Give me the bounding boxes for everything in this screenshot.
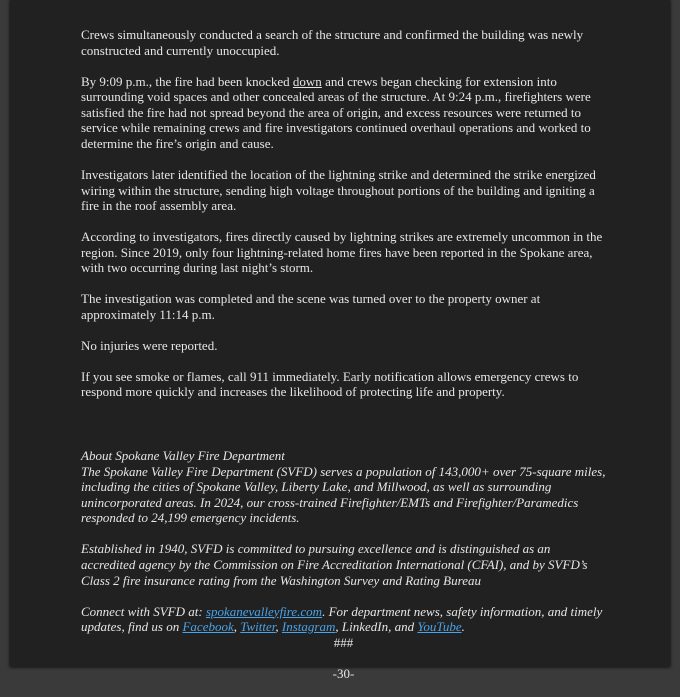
about-body: The Spokane Valley Fire Department (SVFD) serves a population of 143,000+ over 75-square miles, including the cities of Spokane Valley, Liberty Lake, and Millwood, as well as surrounding unincorporated areas. In 2024, our cross-trained Firefighter/EMTs and Firefighter/Paramedics responded to 24,199 emergency incidents. [81,463,606,526]
paragraph-knockdown-start: By 9:09 p.m., the fire had been knocked [81,73,293,89]
about-section [81,448,606,635]
about-paragraph [81,448,606,526]
paragraph-safety-advice: If you see smoke or flames, call 911 immediately. Early notification allows emergency crews to respond more quickly and increases the likelihood of protecting life and property. [81,368,579,400]
document-page [10,0,670,681]
end-page-marker: -30- [332,665,355,681]
paragraph-knockdown [81,74,606,152]
underlined-word-down: down [292,73,322,89]
paragraph-knockdown-rest: and crews began checking for extension into surrounding void spaces and other concealed areas of the structure. At 9:24 p.m., firefighters were satisfied the fire had not spread beyond the area of origin, and excess resources were returned to service while remaining crews and fire investigators continued overhaul operations and worked to determine the fire’s origin and cause. [81,73,591,151]
connect-sep-1: , [233,619,241,635]
paragraph-scene-turnover: The investigation was completed and the scene was turned over to the property owner at approximately 11:14 p.m. [81,291,541,322]
about-heading: About Spokane Valley Fire Department [81,448,285,464]
paragraph-lightning-stats: According to investigators, fires directly caused by lightning strikes are extremely uncommon in the region. Since 2019, only four lightning-related home fires have been reported in the Spokane area, with two occurring during last night’s storm. [81,229,603,276]
connect-sep-2: , [275,619,282,635]
end-marks: ### [333,634,354,650]
established-paragraph: Established in 1940, SVFD is committed to pursuing excellence and is distinguished as an accredited agency by the Commission on Fire Accreditation International (CFAI), and by SVFD’s Class 2 fire insurance rating from the Washington Survey and Rating Bureau [81,541,588,588]
paragraph-search: Crews simultaneously conducted a search of the structure and confirmed the building was newly constructed and currently unoccupied. [81,27,584,58]
facebook-link[interactable]: Facebook [182,619,234,635]
document-body [81,27,606,697]
paragraph-investigation: Investigators later identified the location of the lightning strike and determined the strike energized wiring within the structure, sending high voltage throughout portions of the building and igniting a fire in the roof assembly area. [81,166,596,214]
connect-sep-3: , LinkedIn, and [335,619,418,635]
instagram-link[interactable]: Instagram [281,619,336,635]
connect-end: . [461,619,465,635]
connect-paragraph [81,604,606,635]
twitter-link[interactable]: Twitter [240,619,276,635]
connect-intro: Connect with SVFD at: [81,603,206,619]
youtube-link[interactable]: YouTube [417,619,462,635]
connect-mid: . For department news, safety information, and timely updates, find us on [81,603,603,635]
website-link[interactable]: spokanevalleyfire.com [205,603,323,619]
paragraph-injuries: No injuries were reported. [81,337,218,353]
